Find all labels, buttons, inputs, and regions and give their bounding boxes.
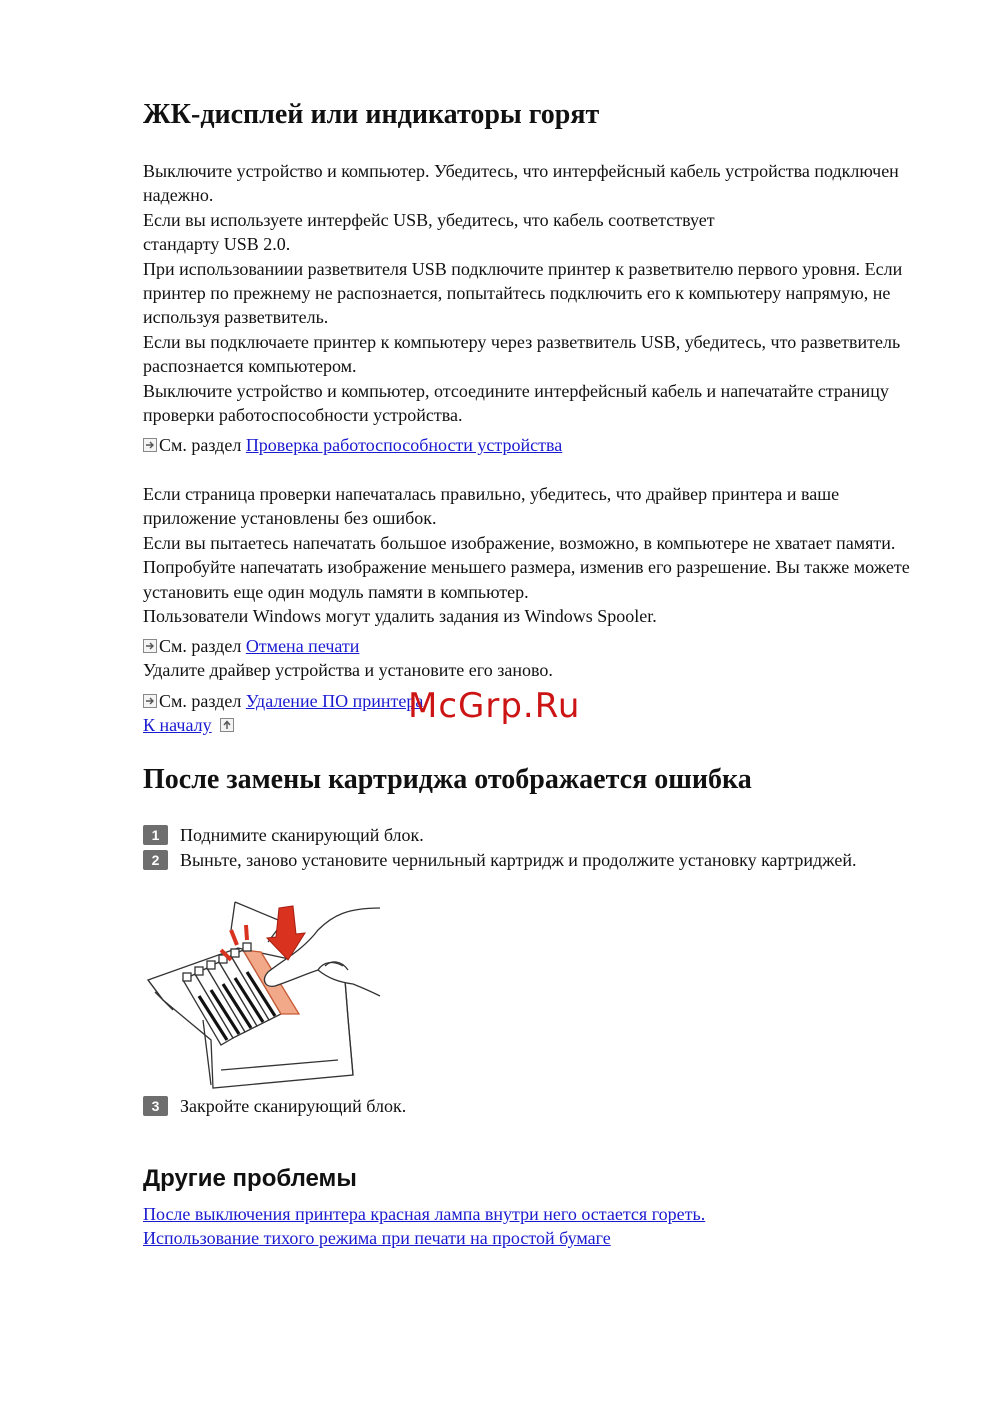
text-line: стандарту USB 2.0. (143, 234, 291, 255)
step-number-badge: 2 (143, 850, 168, 870)
reinstall-text: Удалите драйвер устройства и установите его заново. (143, 660, 553, 680)
reference-prefix: См. раздел (159, 691, 242, 711)
reference-line (143, 689, 423, 713)
paragraph-connection (143, 159, 933, 427)
section-title-other: Другие проблемы (143, 1165, 357, 1192)
arrow-reference-icon (143, 438, 157, 452)
back-to-top-line (143, 713, 236, 737)
arrow-reference-icon (143, 639, 157, 653)
text-line: Пользователи Windows могут удалить задания из Windows Spooler. (143, 606, 657, 627)
arrow-reference-icon (143, 694, 157, 708)
reference-prefix: См. раздел (159, 435, 242, 455)
step-text: Закройте сканирующий блок. (180, 1096, 407, 1116)
link-cancel-printing[interactable]: Отмена печати (245, 636, 360, 656)
text-line: Если вы пытаетесь напечатать большое изображение, возможно, в компьютере не хватает памяти. Попробуйте напечатать изображение меньшего размера, изменив его разрешение. Вы также можете установить еще один модуль памяти в компьютер. (143, 532, 910, 602)
text-line: Выключите устройство и компьютер. Убедитесь, что интерфейсный кабель устройства подключен надежно. (143, 161, 899, 206)
link-line (143, 1202, 705, 1226)
step-number-badge: 3 (143, 1096, 168, 1116)
link-back-to-top[interactable]: К началу (143, 715, 212, 735)
up-arrow-icon[interactable] (220, 718, 234, 732)
reference-line (143, 433, 562, 457)
reference-prefix: См. раздел (159, 636, 242, 656)
reference-line (143, 634, 359, 658)
link-line (143, 1226, 611, 1250)
link-quiet-mode[interactable]: Использование тихого режима при печати на простой бумаге (143, 1228, 611, 1248)
link-self-test[interactable]: Проверка работоспособности устройства (245, 435, 563, 455)
section-title-cartridge: После замены картриджа отображается ошибка (143, 764, 752, 795)
watermark: McGrp.Ru (408, 686, 581, 726)
text-line: При использованиии разветвителя USB подключите принтер к разветвителю первого уровня. Если принтер по прежнему не распознается, попытайтесь подключить его к компьютеру напрямую, не используя разветвитель. (143, 258, 903, 328)
section-title-lcd: ЖК-дисплей или индикаторы горят (143, 99, 600, 130)
link-uninstall-software[interactable]: Удаление ПО принтера (245, 691, 424, 711)
text-line: Если страница проверки напечаталась правильно, убедитесь, что драйвер принтера и ваше приложение установлены без ошибок. (143, 484, 840, 529)
step-text: Поднимите сканирующий блок. (180, 825, 424, 845)
step-number-badge: 1 (143, 825, 168, 845)
cartridge-installation-illustration (143, 900, 388, 1090)
text-line: Если вы подключаете принтер к компьютеру через разветвитель USB, убедитесь, что разветвитель распознается компьютером. (143, 331, 901, 377)
link-red-lamp[interactable]: После выключения принтера красная лампа внутри него остается гореть. (143, 1204, 706, 1224)
text-line: Выключите устройство и компьютер, отсоедините интерфейсный кабель и напечатайте страницу проверки работоспособности устройства. (143, 380, 889, 426)
step-text: Выньте, заново установите чернильный картридж и продолжите установку картриджей. (180, 850, 857, 870)
paragraph-driver (143, 482, 933, 628)
text-line: Если вы используете интерфейс USB, убедитесь, что кабель соответствует (143, 209, 715, 230)
